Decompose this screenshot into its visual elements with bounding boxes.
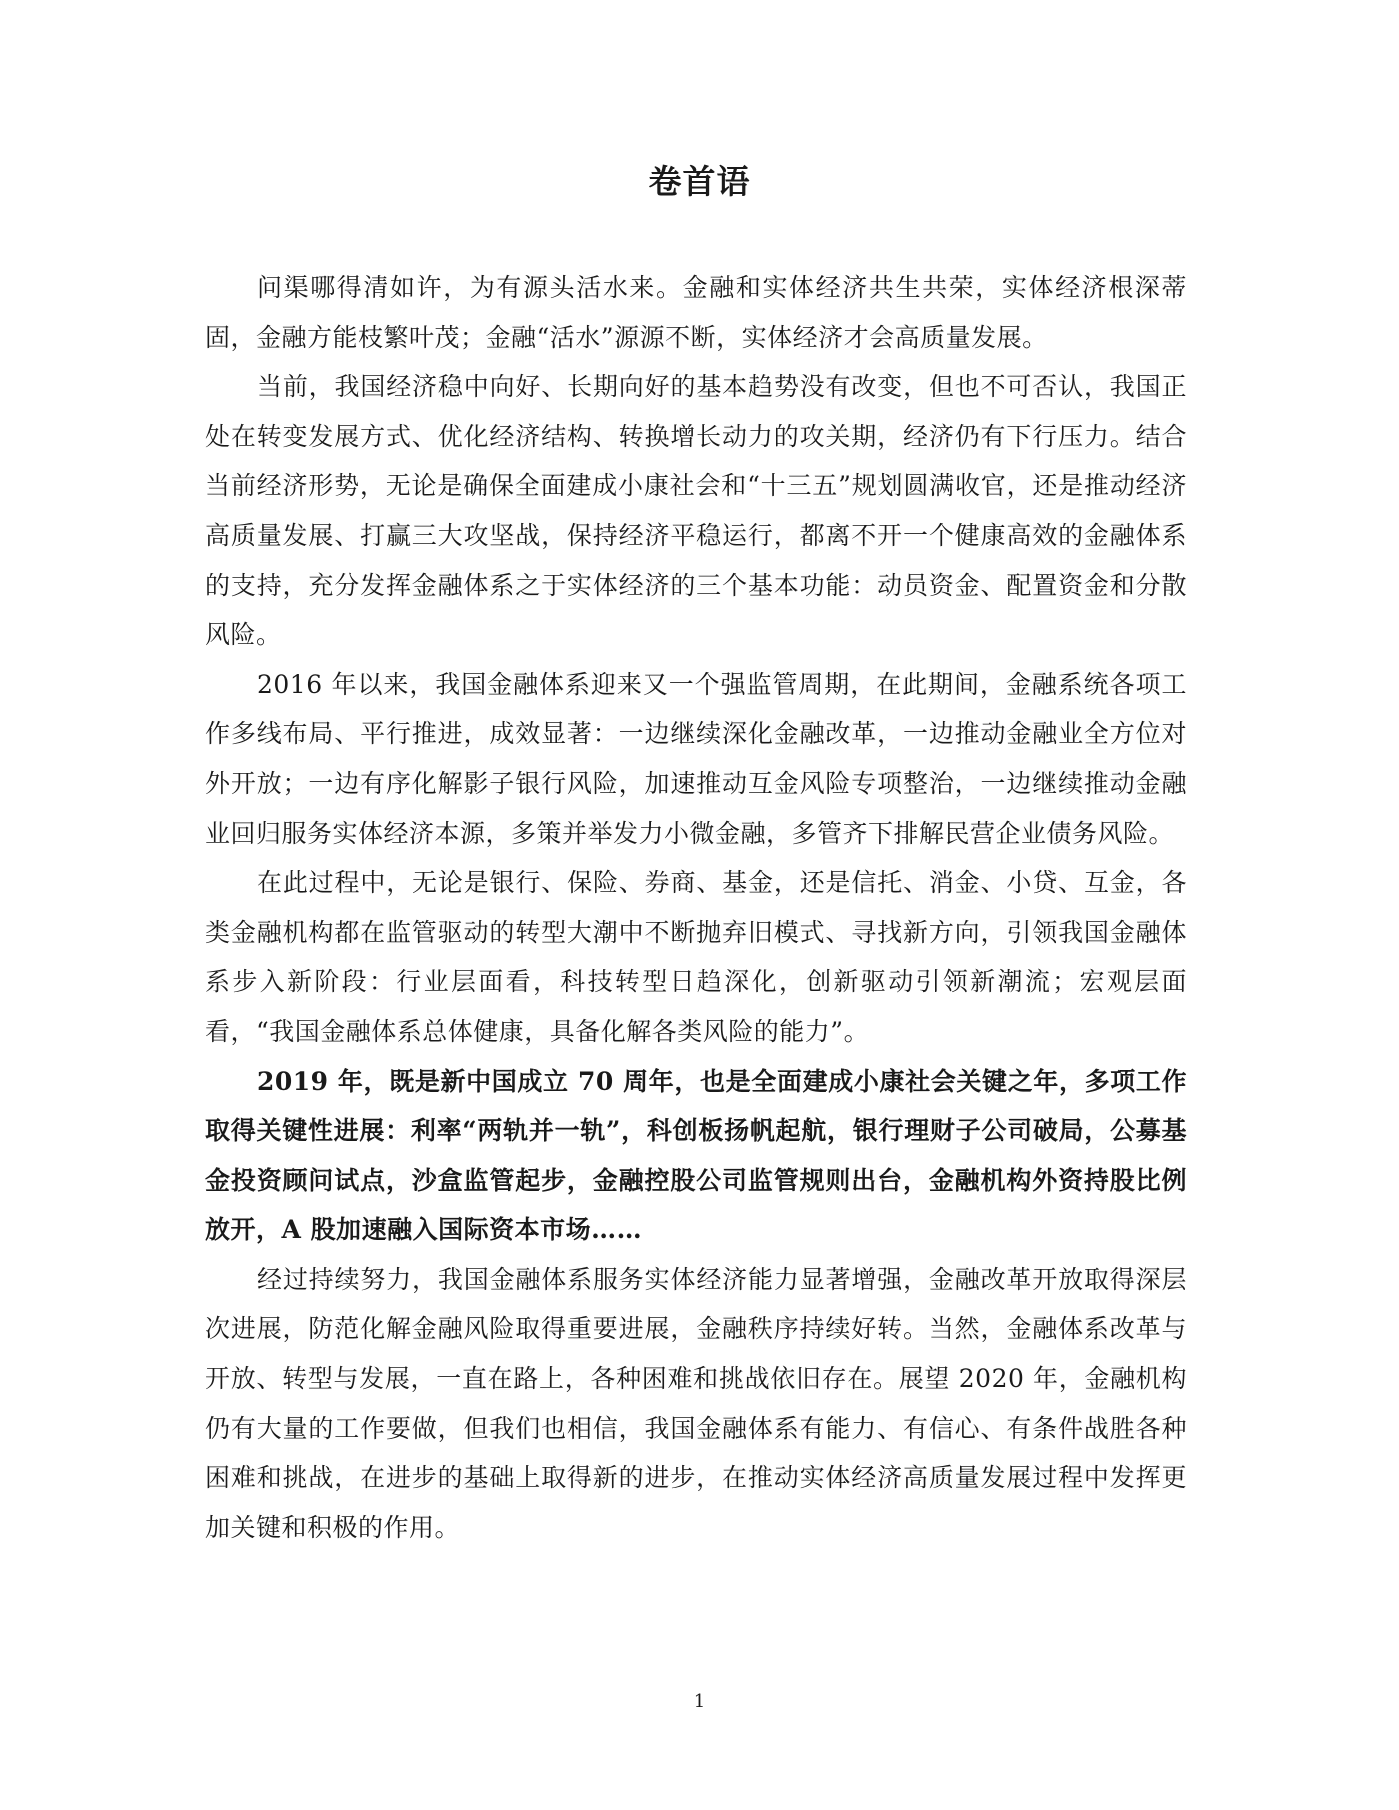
paragraph-3: 2016 年以来，我国金融体系迎来又一个强监管周期，在此期间，金融系统各项工作多线布局、平行推进，成效显著：一边继续深化金融改革，一边推动金融业全方位对外开放；一边有序化解影子银行风险，加速推动互金风险专项整治，一边继续推动金融业回归服务实体经济本源，多策并举发力小微金融，多管齐下排解民营企业债务风险。 bbox=[205, 669, 1187, 848]
page-number: 1 bbox=[693, 1691, 706, 1712]
paragraph-6: 经过持续努力，我国金融体系服务实体经济能力显著增强，金融改革开放取得深层次进展，防范化解金融风险取得重要进展，金融秩序持续好转。当然，金融体系改革与开放、转型与发展，一直在路上，各种困难和挑战依旧存在。展望 2020 年，金融机构仍有大量的工作要做，但我们也相信，我国金融体系有能力、有信心、有条件战胜各种困难和挑战，在进步的基础上取得新的进步，在推动实体经济高质量发展过程中发挥更加关键和积极的作用。 bbox=[205, 1264, 1187, 1542]
body-text bbox=[205, 263, 1187, 1552]
paragraph-1: 问渠哪得清如许，为有源头活水来。金融和实体经济共生共荣，实体经济根深蒂固，金融方能枝繁叶茂；金融“活水”源源不断，实体经济才会高质量发展。 bbox=[205, 273, 1187, 352]
page-title: 卷首语 bbox=[648, 162, 751, 201]
paragraph-4: 在此过程中，无论是银行、保险、券商、基金，还是信托、消金、小贷、互金，各类金融机构都在监管驱动的转型大潮中不断抛弃旧模式、寻找新方向，引领我国金融体系步入新阶段：行业层面看，科技转型日趋深化，创新驱动引领新潮流；宏观层面看，“我国金融体系总体健康，具备化解各类风险的能力”。 bbox=[205, 868, 1187, 1046]
paragraph-2: 当前，我国经济稳中向好、长期向好的基本趋势没有改变，但也不可否认，我国正处在转变发展方式、优化经济结构、转换增长动力的攻关期，经济仍有下行压力。结合当前经济形势，无论是确保全面建成小康社会和“十三五”规划圆满收官，还是推动经济高质量发展、打赢三大攻坚战，保持经济平稳运行，都离不开一个健康高效的金融体系的支持，充分发挥金融体系之于实体经济的三个基本功能：动员资金、配置资金和分散风险。 bbox=[205, 372, 1187, 650]
paragraph-5: 2019 年，既是新中国成立 70 周年，也是全面建成小康社会关键之年，多项工作取得关键性进展：利率“两轨并一轨”，科创板扬帆起航，银行理财子公司破局，公募基金投资顾问试点，沙盒监管起步，金融控股公司监管规则出台，金融机构外资持股比例放开，A 股加速融入国际资本市场…… bbox=[205, 1066, 1187, 1245]
